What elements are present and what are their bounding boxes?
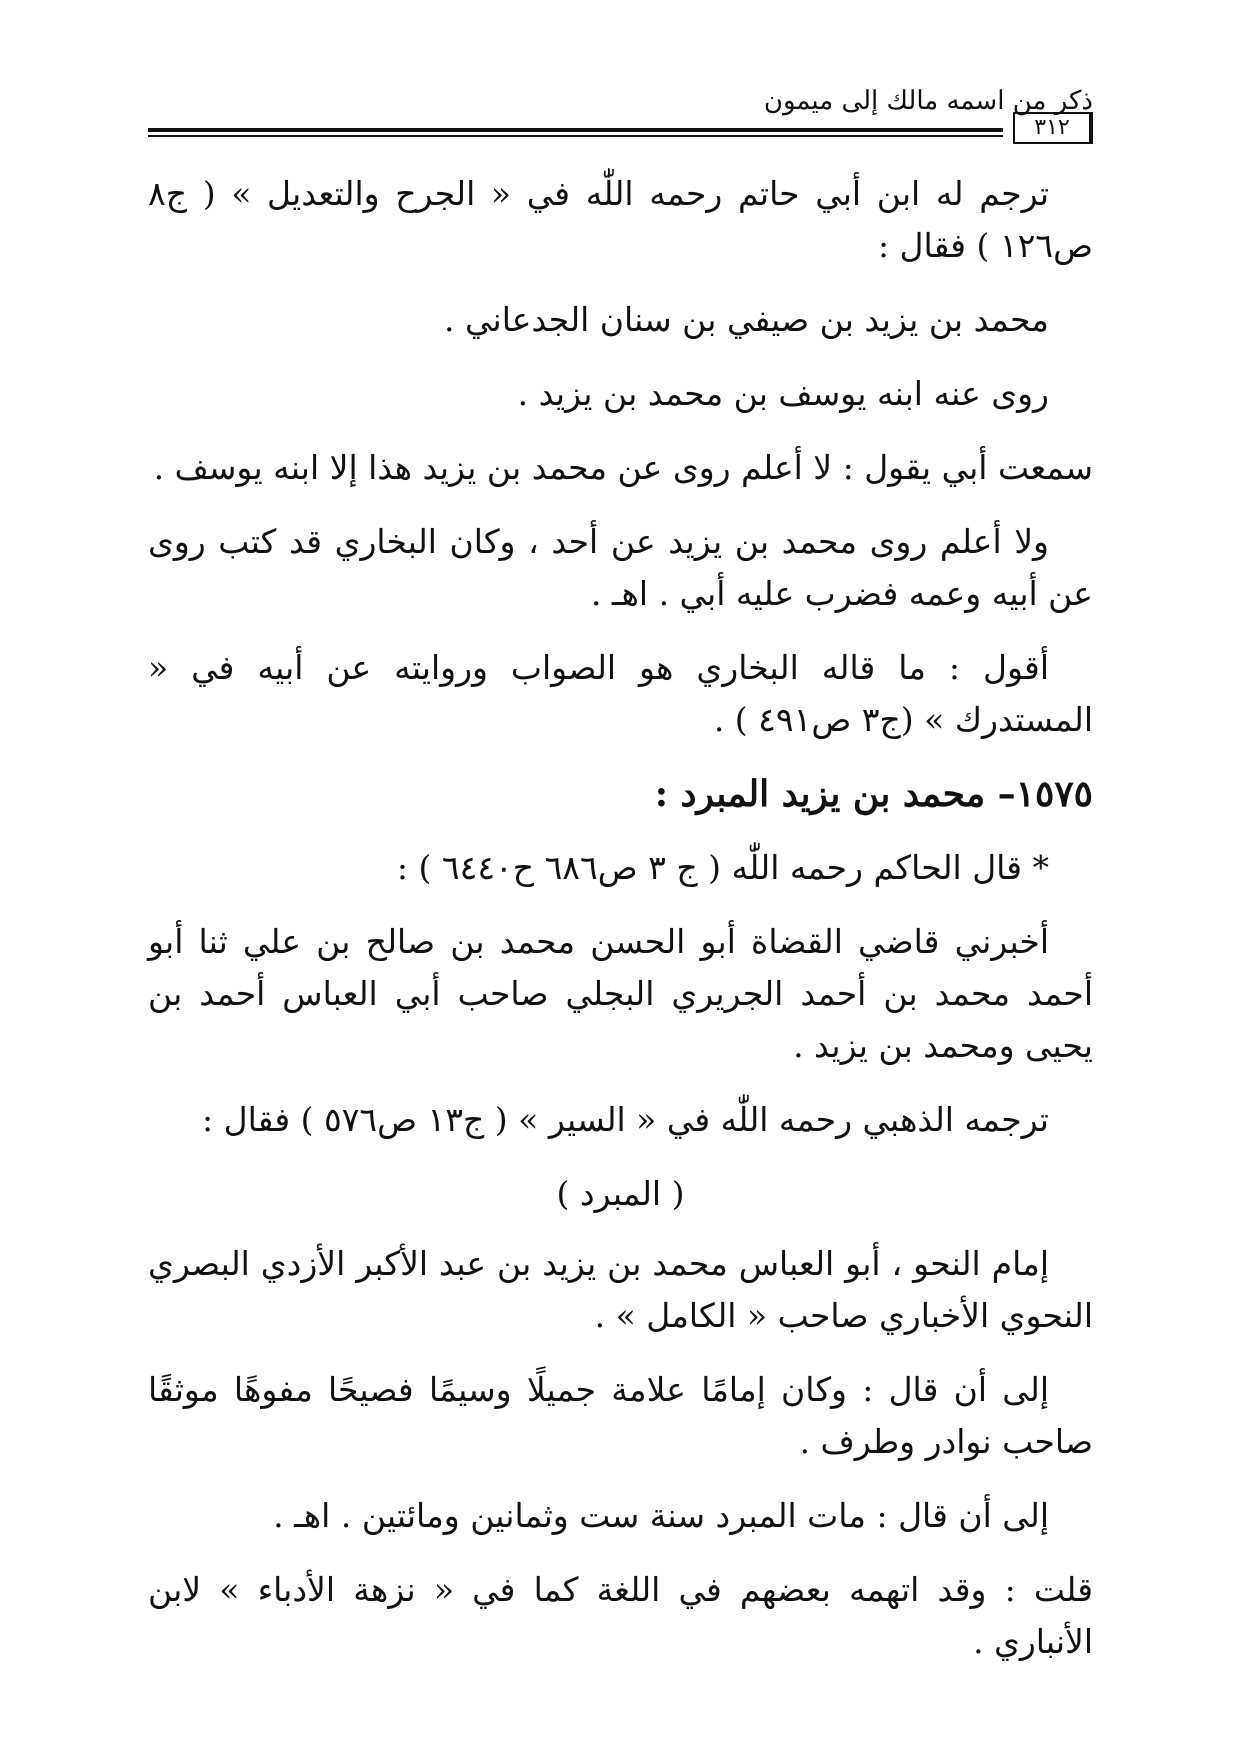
paragraph: إمام النحو ، أبو العباس محمد بن يزيد بن عبد الأكبر الأزدي البصري النحوي الأخباري صاحب « الكامل » . [148, 1244, 1093, 1335]
page-number: ٣١٢ [1013, 112, 1093, 144]
centered-title: ( المبرد ) [556, 1174, 685, 1213]
body-text [148, 168, 1093, 1690]
paragraph: إلى أن قال : وكان إمامًا علامة جميلًا وسيمًا فصيحًا مفوهًا موثقًا صاحب نوادر وطرف . [148, 1370, 1093, 1461]
header-rule-thin [148, 135, 1003, 137]
header-rule [148, 128, 1003, 137]
paragraph: ولا أعلم روى محمد بن يزيد عن أحد ، وكان البخاري قد كتب روى عن أبيه وعمه فضرب عليه أبي . اهـ . [148, 522, 1093, 613]
running-title: ذكر من اسمه مالك إلى ميمون [763, 86, 1093, 116]
paragraph: قلت : وقد اتهمه بعضهم في اللغة كما في « نزهة الأدباء » لابن الأنباري . [148, 1570, 1093, 1661]
paragraph: * قال الحاكم رحمه اللّٰه ( ج ٣ ص٦٨٦ ح٦٤٤٠ ) : [396, 848, 1049, 887]
paragraph: ترجمه الذهبي رحمه اللّٰه في « السير » ( ج١٣ ص٥٧٦ ) فقال : [202, 1100, 1049, 1139]
paragraph: محمد بن يزيد بن صيفي بن سنان الجدعاني . [444, 300, 1049, 339]
entry-heading: ١٥٧٥– محمد بن يزيد المبرد : [654, 773, 1093, 815]
paragraph: أقول : ما قاله البخاري هو الصواب وروايته عن أبيه في « المستدرك » (ج٣ ص٤٩١ ) . [148, 648, 1093, 739]
paragraph: أخبرني قاضي القضاة أبو الحسن محمد بن صالح بن علي ثنا أبو أحمد محمد بن أحمد الجريري البجلي صاحب أبي العباس أحمد بن يحيى ومحمد بن يزيد . [148, 922, 1093, 1065]
paragraph: ترجم له ابن أبي حاتم رحمه اللّٰه في « الجرح والتعديل » ( ج٨ ص١٢٦ ) فقال : [148, 174, 1093, 265]
paragraph: سمعت أبي يقول : لا أعلم روى عن محمد بن يزيد هذا إلا ابنه يوسف . [153, 448, 1093, 487]
page-header [148, 78, 1093, 148]
paragraph: إلى أن قال : مات المبرد سنة ست وثمانين ومائتين . اهـ . [273, 1496, 1049, 1535]
paragraph: روى عنه ابنه يوسف بن محمد بن يزيد . [517, 374, 1049, 413]
